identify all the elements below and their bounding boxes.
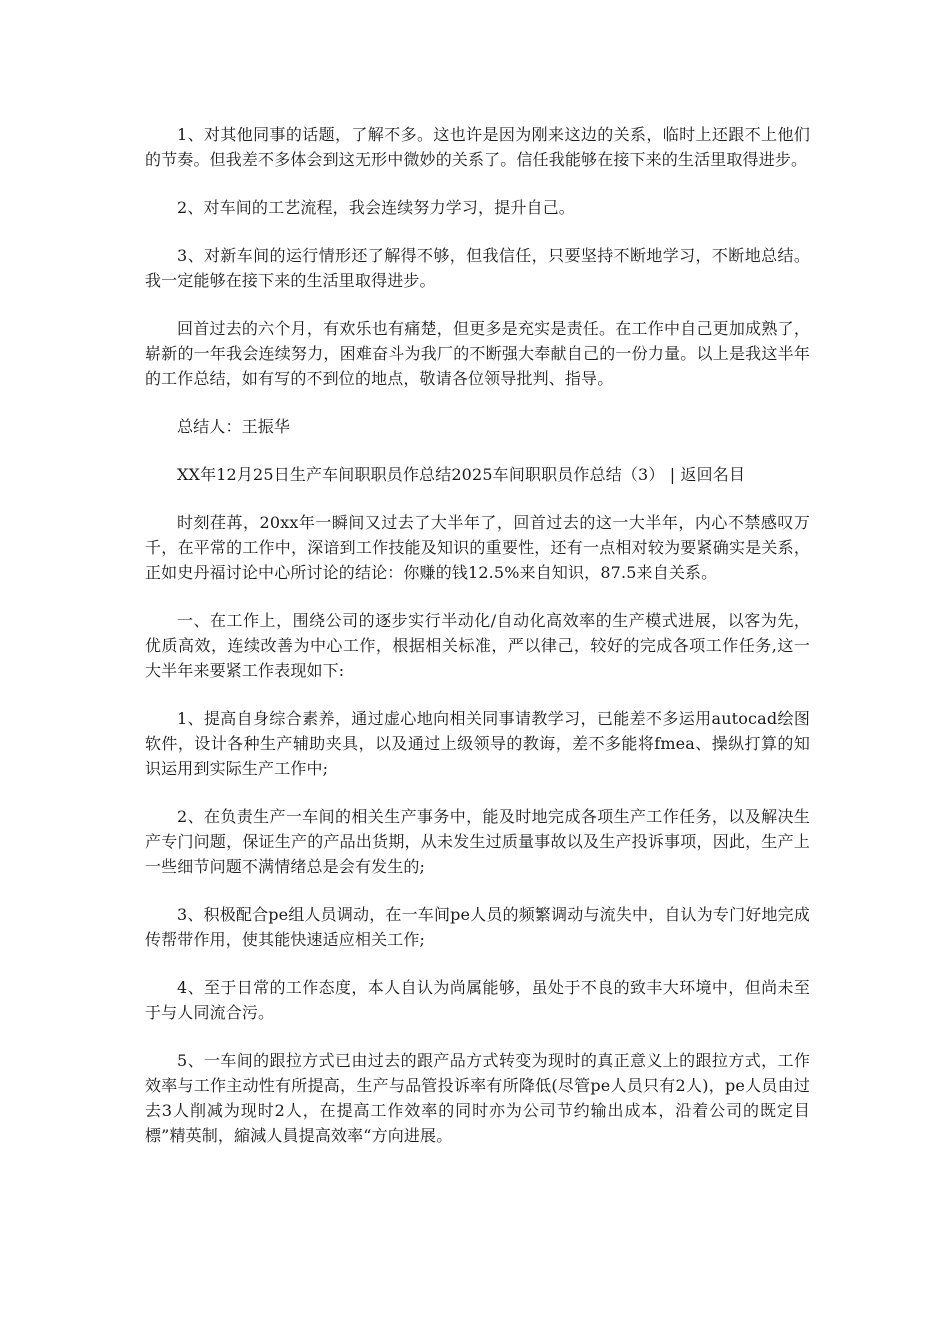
list-item-5: 5、一车间的跟拉方式已由过去的跟产品方式转变为现时的真正意义上的跟拉方式，工作效率与工作主动性有所提高，生产与品管投诉率有所降低(尽管pe人员只有2人)，pe人员由过去3人削减为现时2人，在提高工作效率的同时亦为公司节约输出成本，沿着公司的既定目標”精英制，縮減人員提高效率“方向进展。 (145, 1051, 810, 1145)
list-item-4: 4、至于日常的工作态度，本人自认为尚属能够，虽处于不良的致丰大环境中，但尚未至于与人同流合污。 (145, 978, 810, 1022)
paragraph-2: 2、对车间的工艺流程，我会连续努力学习，提升自己。 (177, 198, 575, 217)
author-line: 总结人：王振华 (177, 417, 291, 436)
list-item-3: 3、积极配合pe组人员调动，在一车间pe人员的频繁调动与流失中，自认为专门好地完成传帮带作用，使其能快速适应相关工作; (145, 905, 810, 949)
list-item-1: 1、提高自身综合素养，通过虚心地向相关同事请教学习，已能差不多运用autocad绘图软件，设计各种生产辅助夹具，以及通过上级领导的教诲，差不多能将fmea、操纵打算的知识运用到实际生产工作中; (145, 709, 810, 778)
paragraph-3: 3、对新车间的运行情形还了解得不够，但我信任，只要坚持不断地学习，不断地总结。我一定能够在接下来的生活里取得进步。 (145, 246, 810, 290)
list-item-2: 2、在负责生产一车间的相关生产事务中，能及时地完成各项生产工作任务，以及解决生产专门问题，保证生产的产品出货期，从未发生过质量事故以及生产投诉事项，因此，生产上一些细节问题不满情绪总是会有发生的; (145, 807, 810, 876)
section-heading-line: XX年12月25日生产车间职职员作总结2025车间职职员作总结（3） | 返回名目 (177, 465, 746, 484)
document-body (145, 122, 810, 1171)
paragraph-intro: 时刻荏苒，20xx年一瞬间又过去了大半年了，回首过去的这一大半年，内心不禁感叹万千，在平常的工作中，深谙到工作技能及知识的重要性，还有一点相对较为要紧确实是关系，正如史丹福讨论中心所讨论的结论：你赚的钱12.5%来自知识，87.5来自关系。 (145, 513, 810, 582)
paragraph-4: 回首过去的六个月，有欢乐也有痛楚，但更多是充实是责任。在工作中自己更加成熟了，崭新的一年我会连续努力，困难奋斗为我厂的不断强大奉献自己的一份力量。以上是我这半年的工作总结，如有写的不到位的地点，敬请各位领导批判、指导。 (145, 319, 810, 388)
paragraph-1: 1、对其他同事的话题，了解不多。这也许是因为刚来这边的关系，临时上还跟不上他们的节奏。但我差不多体会到这无形中微妙的关系了。信任我能够在接下来的生活里取得进步。 (145, 125, 810, 169)
paragraph-section-one: 一、在工作上，围绕公司的逐步实行半动化/自动化高效率的生产模式进展，以客为先，优质高效，连续改善为中心工作，根据相关标准，严以律己，较好的完成各项工作任务,这一大半年来要紧工作表现如下: (145, 611, 810, 680)
